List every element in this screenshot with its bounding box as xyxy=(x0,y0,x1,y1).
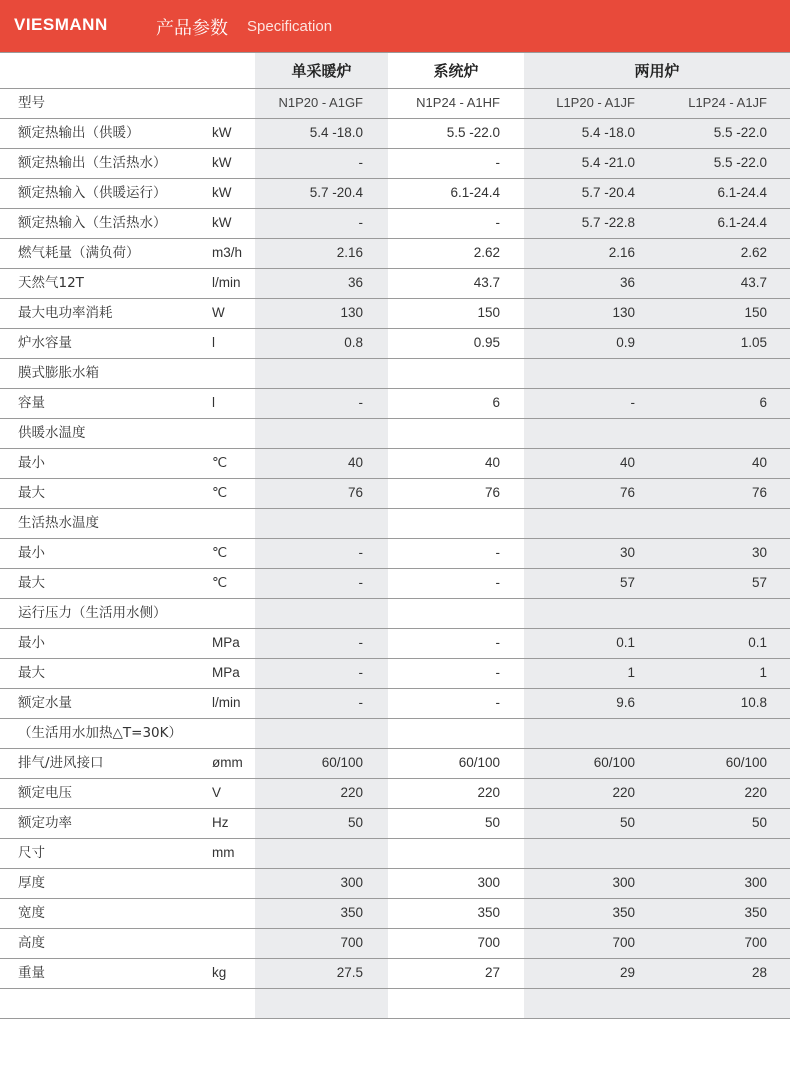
row-label: 供暖水温度 xyxy=(18,425,86,441)
cell-value: 57 xyxy=(751,575,767,590)
row-unit: l/min xyxy=(212,275,241,290)
row-label: 尺寸 xyxy=(18,845,45,861)
row-label: （生活用水加热△T=30K） xyxy=(18,725,182,741)
table-row xyxy=(0,328,790,358)
row-unit: ømm xyxy=(212,755,243,770)
cell-value: 6.1-24.4 xyxy=(450,185,500,200)
cell-value: 5.5 -22.0 xyxy=(713,125,767,140)
cell-value: - xyxy=(358,635,363,650)
table-row xyxy=(0,208,790,238)
cell-value: 76 xyxy=(484,485,500,500)
cell-value: 5.5 -22.0 xyxy=(713,155,767,170)
cell-value: 0.95 xyxy=(473,335,500,350)
row-unit: m3/h xyxy=(212,245,243,260)
table-row xyxy=(0,148,790,178)
cell-value: 220 xyxy=(744,785,767,800)
row-unit: ℃ xyxy=(212,455,228,470)
cell-value: - xyxy=(358,665,363,680)
cell-value: 1 xyxy=(627,665,635,680)
cell-value: 5.5 -22.0 xyxy=(446,125,500,140)
cell-value: 76 xyxy=(619,485,635,500)
page-header xyxy=(0,0,790,52)
cell-value: 6.1-24.4 xyxy=(717,185,767,200)
table-row xyxy=(0,748,790,778)
cell-value: 5.7 -22.8 xyxy=(581,215,635,230)
cell-value: 60/100 xyxy=(321,755,363,770)
cell-value: 5.4 -21.0 xyxy=(581,155,635,170)
row-divider xyxy=(0,52,790,53)
row-label: 最小 xyxy=(18,455,45,471)
cell-value: 43.7 xyxy=(740,275,767,290)
row-label: 重量 xyxy=(18,965,45,981)
cell-value: - xyxy=(358,545,363,560)
row-label: 燃气耗量（满负荷） xyxy=(18,245,140,261)
cell-value: 40 xyxy=(484,455,500,470)
table-row xyxy=(0,958,790,988)
cell-value: - xyxy=(495,665,500,680)
row-unit: V xyxy=(212,785,222,800)
row-label: 天然气12T xyxy=(18,275,84,291)
cell-value: 0.8 xyxy=(344,335,363,350)
cell-value: 0.1 xyxy=(748,635,767,650)
cell-value: 40 xyxy=(751,455,767,470)
cell-value: - xyxy=(358,155,363,170)
row-label: 型号 xyxy=(18,95,45,111)
table-row xyxy=(0,418,790,448)
cell-value: 300 xyxy=(477,875,500,890)
cell-value: 150 xyxy=(744,305,767,320)
row-label: 容量 xyxy=(18,395,45,411)
row-label: 额定热输出（生活热水） xyxy=(18,155,167,171)
row-unit: l xyxy=(212,335,215,350)
row-unit: kW xyxy=(212,215,232,230)
row-unit: MPa xyxy=(212,665,240,680)
table-row xyxy=(0,928,790,958)
cell-value: 5.7 -20.4 xyxy=(581,185,635,200)
cell-value: 28 xyxy=(751,965,767,980)
column-header-heating-only: 单采暖炉 xyxy=(291,62,352,80)
row-unit: l/min xyxy=(212,695,241,710)
table-row xyxy=(0,298,790,328)
cell-value: N1P20 - A1GF xyxy=(278,95,363,110)
row-label: 最大 xyxy=(18,575,45,591)
table-row xyxy=(0,808,790,838)
table-row xyxy=(0,508,790,538)
cell-value: 76 xyxy=(347,485,363,500)
row-unit: MPa xyxy=(212,635,240,650)
cell-value: 350 xyxy=(744,905,767,920)
cell-value: 220 xyxy=(477,785,500,800)
cell-value: 350 xyxy=(612,905,635,920)
cell-value: 60/100 xyxy=(458,755,500,770)
row-label: 炉水容量 xyxy=(18,335,72,351)
cell-value: L1P20 - A1JF xyxy=(556,95,635,110)
row-unit: ℃ xyxy=(212,485,228,500)
cell-value: 700 xyxy=(477,935,500,950)
row-unit: ℃ xyxy=(212,575,228,590)
cell-value: 5.4 -18.0 xyxy=(309,125,363,140)
cell-value: 700 xyxy=(744,935,767,950)
cell-value: - xyxy=(495,155,500,170)
cell-value: 50 xyxy=(484,815,500,830)
cell-value: 700 xyxy=(340,935,363,950)
table-row xyxy=(0,838,790,868)
cell-value: 50 xyxy=(751,815,767,830)
cell-value: - xyxy=(358,575,363,590)
row-label: 最大 xyxy=(18,665,45,681)
table-row xyxy=(0,88,790,118)
cell-value: 300 xyxy=(340,875,363,890)
row-label: 高度 xyxy=(18,935,45,951)
cell-value: 36 xyxy=(619,275,635,290)
cell-value: 6 xyxy=(492,395,500,410)
table-row xyxy=(0,598,790,628)
row-label: 额定热输入（生活热水） xyxy=(18,215,167,231)
row-label: 运行压力（生活用水侧） xyxy=(18,605,167,621)
cell-value: 220 xyxy=(340,785,363,800)
cell-value: - xyxy=(358,395,363,410)
row-unit: Hz xyxy=(212,815,229,830)
column-header-combi: 两用炉 xyxy=(634,62,680,80)
cell-value: 300 xyxy=(612,875,635,890)
table-row xyxy=(0,448,790,478)
cell-value: 130 xyxy=(340,305,363,320)
row-label: 宽度 xyxy=(18,905,45,921)
cell-value: 30 xyxy=(751,545,767,560)
brand-logo: VIESMANN xyxy=(14,15,108,34)
table-row xyxy=(0,628,790,658)
row-label: 最大电功率消耗 xyxy=(18,305,113,321)
cell-value: 6 xyxy=(759,395,767,410)
cell-value: 43.7 xyxy=(473,275,500,290)
cell-value: 150 xyxy=(477,305,500,320)
row-unit: ℃ xyxy=(212,545,228,560)
cell-value: 76 xyxy=(751,485,767,500)
cell-value: - xyxy=(495,215,500,230)
row-unit: kg xyxy=(212,965,227,980)
cell-value: N1P24 - A1HF xyxy=(416,95,500,110)
cell-value: - xyxy=(495,575,500,590)
row-label: 膜式膨胀水箱 xyxy=(18,365,99,381)
row-divider xyxy=(0,988,790,989)
cell-value: 350 xyxy=(340,905,363,920)
cell-value: 40 xyxy=(619,455,635,470)
cell-value: 5.4 -18.0 xyxy=(581,125,635,140)
row-unit: l xyxy=(212,395,215,410)
cell-value: - xyxy=(495,545,500,560)
row-divider xyxy=(0,1018,790,1019)
cell-value: 2.16 xyxy=(608,245,635,260)
cell-value: 10.8 xyxy=(740,695,767,710)
cell-value: 6.1-24.4 xyxy=(717,215,767,230)
cell-value: 57 xyxy=(619,575,635,590)
table-row xyxy=(0,688,790,718)
cell-value: 60/100 xyxy=(593,755,635,770)
cell-value: 220 xyxy=(612,785,635,800)
cell-value: 350 xyxy=(477,905,500,920)
table-row xyxy=(0,358,790,388)
table-row xyxy=(0,478,790,508)
cell-value: 130 xyxy=(612,305,635,320)
row-label: 生活热水温度 xyxy=(18,515,99,531)
row-unit: kW xyxy=(212,155,232,170)
cell-value: 0.9 xyxy=(616,335,635,350)
cell-value: - xyxy=(630,395,635,410)
cell-value: 50 xyxy=(619,815,635,830)
row-label: 厚度 xyxy=(18,875,45,891)
cell-value: 2.62 xyxy=(740,245,767,260)
row-label: 排气/进风接口 xyxy=(18,755,104,771)
cell-value: 50 xyxy=(347,815,363,830)
row-unit: kW xyxy=(212,125,232,140)
row-label: 最大 xyxy=(18,485,45,501)
cell-value: 60/100 xyxy=(725,755,767,770)
cell-value: 700 xyxy=(612,935,635,950)
cell-value: 29 xyxy=(619,965,635,980)
table-row xyxy=(0,238,790,268)
row-unit: mm xyxy=(212,845,235,860)
row-unit: W xyxy=(212,305,225,320)
table-row xyxy=(0,388,790,418)
table-row xyxy=(0,268,790,298)
cell-value: 5.7 -20.4 xyxy=(309,185,363,200)
cell-value: - xyxy=(358,695,363,710)
row-unit: kW xyxy=(212,185,232,200)
row-label: 最小 xyxy=(18,635,45,651)
row-label: 额定热输入（供暖运行） xyxy=(18,185,167,201)
cell-value: 1.05 xyxy=(740,335,767,350)
table-row xyxy=(0,568,790,598)
row-label: 额定功率 xyxy=(18,815,72,831)
cell-value: - xyxy=(495,635,500,650)
cell-value: 2.62 xyxy=(473,245,500,260)
table-row xyxy=(0,178,790,208)
row-label: 额定热输出（供暖） xyxy=(18,125,140,141)
cell-value: 1 xyxy=(759,665,767,680)
row-label: 额定电压 xyxy=(18,785,72,801)
cell-value: 27 xyxy=(484,965,500,980)
cell-value: 2.16 xyxy=(336,245,363,260)
cell-value: 9.6 xyxy=(616,695,635,710)
cell-value: L1P24 - A1JF xyxy=(688,95,767,110)
table-row xyxy=(0,658,790,688)
cell-value: 36 xyxy=(347,275,363,290)
table-row xyxy=(0,538,790,568)
row-label: 最小 xyxy=(18,545,45,561)
column-header-system: 系统炉 xyxy=(433,62,479,80)
cell-value: 27.5 xyxy=(336,965,363,980)
cell-value: 300 xyxy=(744,875,767,890)
table-row xyxy=(0,718,790,748)
page-title: 产品参数 xyxy=(156,18,228,39)
table-row xyxy=(0,118,790,148)
cell-value: 0.1 xyxy=(616,635,635,650)
cell-value: - xyxy=(495,695,500,710)
cell-value: - xyxy=(358,215,363,230)
row-label: 额定水量 xyxy=(18,695,72,711)
table-row xyxy=(0,898,790,928)
cell-value: 40 xyxy=(347,455,363,470)
page-subtitle: Specification xyxy=(247,18,333,35)
cell-value: 30 xyxy=(619,545,635,560)
table-row xyxy=(0,868,790,898)
table-row xyxy=(0,778,790,808)
